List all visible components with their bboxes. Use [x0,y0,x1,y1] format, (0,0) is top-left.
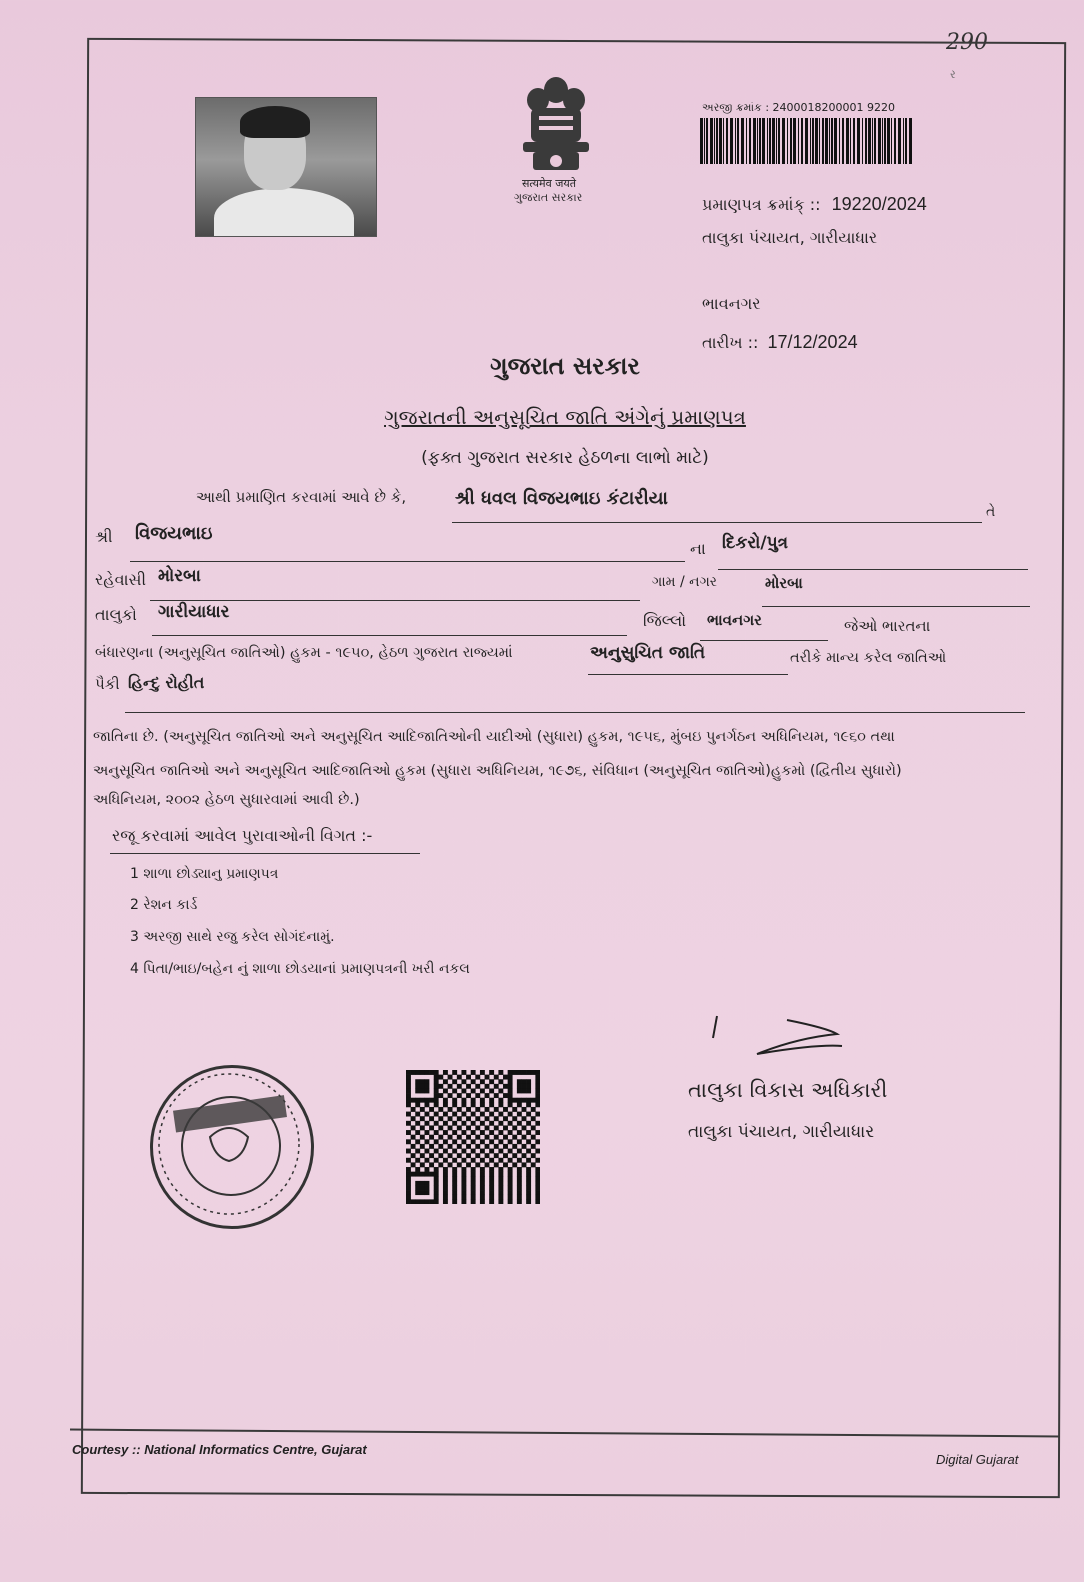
application-number: અરજી ક્રમાંક : 2400018200001 9220 [702,101,895,114]
emblem-label: ગુજરાત સરકાર [514,191,583,204]
taluka-value: ગારીયાધાર [158,602,230,622]
signatory-title: તાલુકા વિકાસ અધિકારી [688,1078,888,1102]
office-seal [150,1065,314,1229]
footer-courtesy: Courtesy :: National Informatics Centre, Gujarat [72,1442,367,1457]
district-name: ભાવનગર [702,294,761,313]
barcode [700,118,912,166]
certificate-note: (ફક્ત ગુજરાત સરકાર હેઠળના લાભો માટે) [421,448,709,468]
page-number-mark: ર [950,68,956,81]
recognised-text: તરીકે માન્ય કરેલ જાતિઓ [790,650,947,666]
applicant-name: શ્રી ધવલ વિજયભાઇ કંટારીયા [455,488,668,509]
page-title: ગુજરાત સરકાર [490,352,640,380]
te-label: તે [986,504,996,520]
district-label: જિલ્લો [643,611,687,630]
taluka-label: તાલુકો [95,605,137,624]
resident-value: મોરબા [158,566,201,586]
certificate-number-label: પ્રમાણપત્ર ક્રમાંક્ :: [702,195,821,214]
village-value: મોરબા [765,574,803,592]
who-label: જેઓ ભારતના [844,617,931,635]
officer-signature [705,1010,855,1070]
certificate-number-row [702,194,927,215]
evidence-item: 3 અરજી સાથે રજુ કરેલ સોગંદનામું. [130,929,335,945]
evidence-item: 1 શાળા છોડ્યાનુ પ્રમાણપત્ર [130,866,279,882]
constitution-text: બંધારણના (અનુસૂચિત જાતિઓ) હુકમ - ૧૯૫૦, હેઠળ ગુજરાત રાજ્યમાં [95,645,513,661]
legal-paragraph-line-1: જાતિના છે. (અનુસૂચિત જાતિઓ અને અનુસૂચિત આદિજાતિઓની યાદીઓ (સુધારા) હુકમ, ૧૯૫૬, મુંબઇ પુનર્ગઠન અધિનિયમ, ૧૯૬૦ તથા [93,729,895,745]
footer-brand: Digital Gujarat [936,1452,1019,1467]
evidence-item: 2 રેશન કાર્ડ [130,897,198,913]
relation: દિકરો/પુત્ર [722,533,789,553]
village-label: ગામ / નગર [652,574,718,590]
issuing-office: તાલુકા પંચાયત, ગારીયાધાર [702,228,878,247]
applicant-photo [195,97,377,237]
certificate-subtitle: ગુજરાતની અનુસૂચિત જાતિ અંગેનું પ્રમાણપત્ર [384,405,746,429]
emblem-motto: सत्यमेव जयते [522,177,577,190]
issue-date: 17/12/2024 [767,332,858,352]
page-number: 290 [946,30,988,55]
district-value: ભાવનગર [707,611,762,629]
legal-paragraph-line-3: અધિનિયમ, ૨૦૦૨ હેઠળ સુધારવામાં આવી છે.) [93,792,360,808]
among-label: પૈકી [95,675,120,693]
certificate-number: 19220/2024 [831,194,927,214]
caste-name: હિન્દુ રોહીત [128,673,205,692]
caste-category: અનુસુચિત જાતિ [590,643,706,663]
qr-code [406,1070,540,1204]
na-label: ના [690,539,706,558]
ashoka-emblem-icon [513,72,599,177]
legal-paragraph-line-2: અનુસૂચિત જાતિઓ અને અનુસૂચિત આદિજાતિઓ હુકમ (સુધારા અધિનિયમ, ૧૯૭૬, સંવિધાન (અનુસૂચિત જાતિઓ)હુકમો (દ્વિતીય સુધારો) [93,763,902,779]
evidence-item: 4 પિતા/ભાઇ/બહેન નું શાળા છોડયાનાં પ્રમાણપત્રની ખરી નકલ [130,961,470,977]
evidence-heading: રજૂ કરવામાં આવેલ પુરાવાઓની વિગત :- [112,826,373,845]
signatory-office: તાલુકા પંચાયત, ગારીયાધાર [688,1122,875,1142]
issue-date-row [702,332,858,353]
resident-label: રહેવાસી [95,570,147,589]
father-name: વિજયભાઇ [135,523,213,544]
shri-label: શ્રી [95,527,113,546]
certify-text: આથી પ્રમાણિત કરવામાં આવે છે કે, [196,488,407,506]
date-label: તારીખ :: [702,333,759,352]
